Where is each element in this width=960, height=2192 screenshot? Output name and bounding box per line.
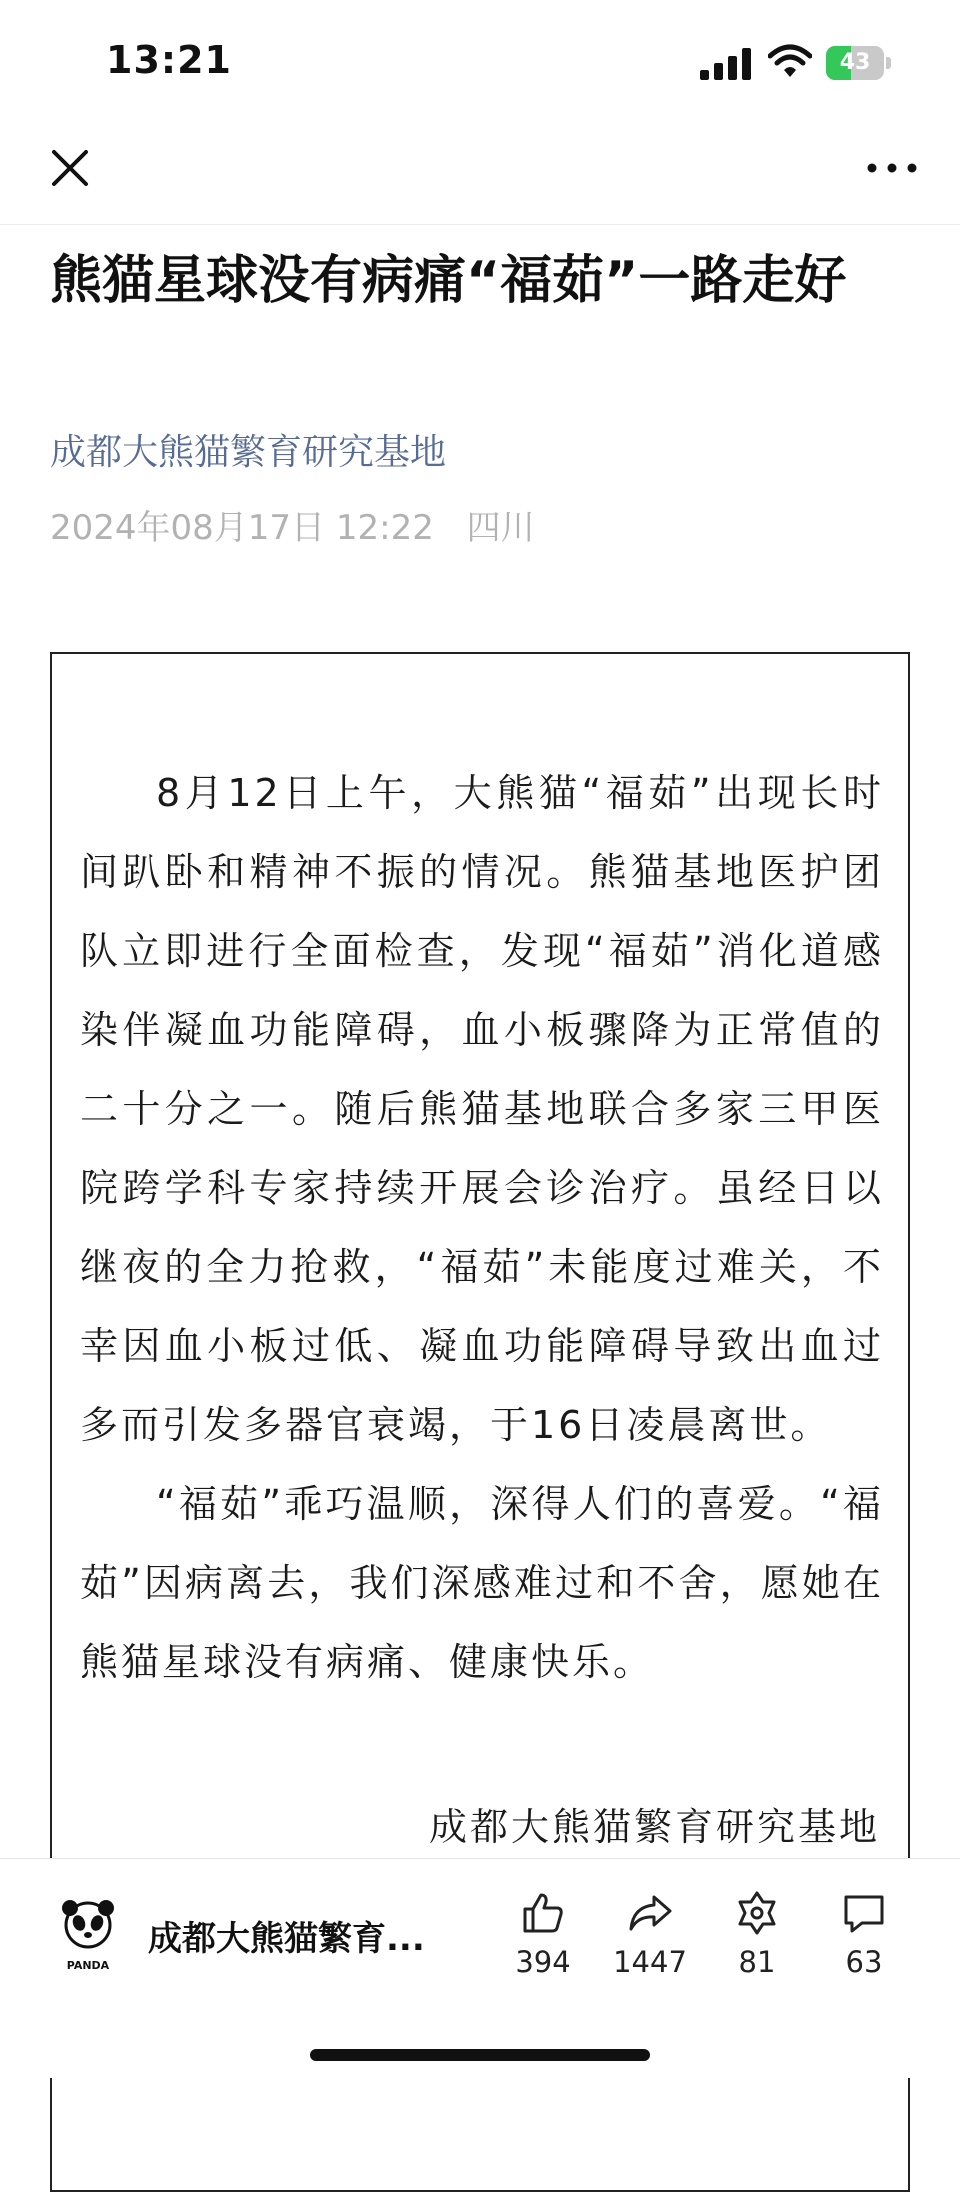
wifi-icon: [768, 44, 812, 78]
battery-level-text: 43: [839, 50, 871, 75]
share-count: 1447: [613, 1945, 687, 1979]
home-indicator[interactable]: [310, 2049, 650, 2061]
recommend-icon: [733, 1889, 781, 1937]
status-bar: [0, 0, 960, 120]
share-arrow-icon: [626, 1889, 674, 1937]
status-time: 13:21: [106, 38, 232, 82]
comment-count: 63: [845, 1945, 883, 1979]
panda-avatar-icon[interactable]: [58, 1899, 118, 1971]
article-meta: [50, 500, 557, 549]
publish-location: 四川: [466, 508, 535, 548]
recommend-button[interactable]: [702, 1889, 812, 1979]
battery-body: [826, 46, 884, 80]
account-name[interactable]: 成都大熊猫繁育...: [148, 1919, 425, 1959]
bottom-action-bar: [0, 1858, 960, 2078]
recommend-count: 81: [738, 1945, 776, 1979]
notice-paragraph: 8月12日上午，大熊猫“福茹”出现长时间趴卧和精神不振的情况。熊猫基地医护团队立即进行全面检查，发现“福茹”消化道感染伴凝血功能障碍，血小板骤降为正常值的二十分之一。随后熊猫基地联合多家三甲医院跨学科专家持续开展会诊治疗。虽经日以继夜的全力抢救，“福茹”未能度过难关，不幸因血小板过低、凝血功能障碍导致出血过多而引发多器官衰竭，于16日凌晨离世。: [80, 771, 884, 1447]
cellular-signal-icon: [700, 48, 752, 80]
share-button[interactable]: [595, 1889, 705, 1979]
thumbs-up-icon: [519, 1889, 567, 1937]
avatar-label: PANDA: [66, 1959, 110, 1971]
notice-signature: 成都大熊猫繁育研究基地: [428, 1805, 880, 1849]
close-icon[interactable]: [46, 144, 94, 192]
nav-bar: [0, 120, 960, 225]
comment-button[interactable]: [809, 1889, 919, 1979]
like-button[interactable]: [488, 1889, 598, 1979]
author-link[interactable]: 成都大熊猫繁育研究基地: [50, 432, 447, 473]
notice-paragraph: “福茹”乖巧温顺，深得人们的喜爱。“福茹”因病离去，我们深感难过和不舍，愿她在熊猫星球没有病痛、健康快乐。: [80, 1482, 884, 1684]
like-count: 394: [515, 1945, 571, 1979]
notice-body: [80, 754, 884, 1702]
publish-date: 2024年08月17日 12:22: [50, 508, 434, 548]
battery-cap: [886, 57, 891, 69]
comment-icon: [840, 1889, 888, 1937]
battery-charging-icon: [826, 46, 892, 80]
more-icon[interactable]: [862, 144, 922, 192]
article-title: 熊猫星球没有病痛“福茹”一路走好: [50, 251, 847, 311]
